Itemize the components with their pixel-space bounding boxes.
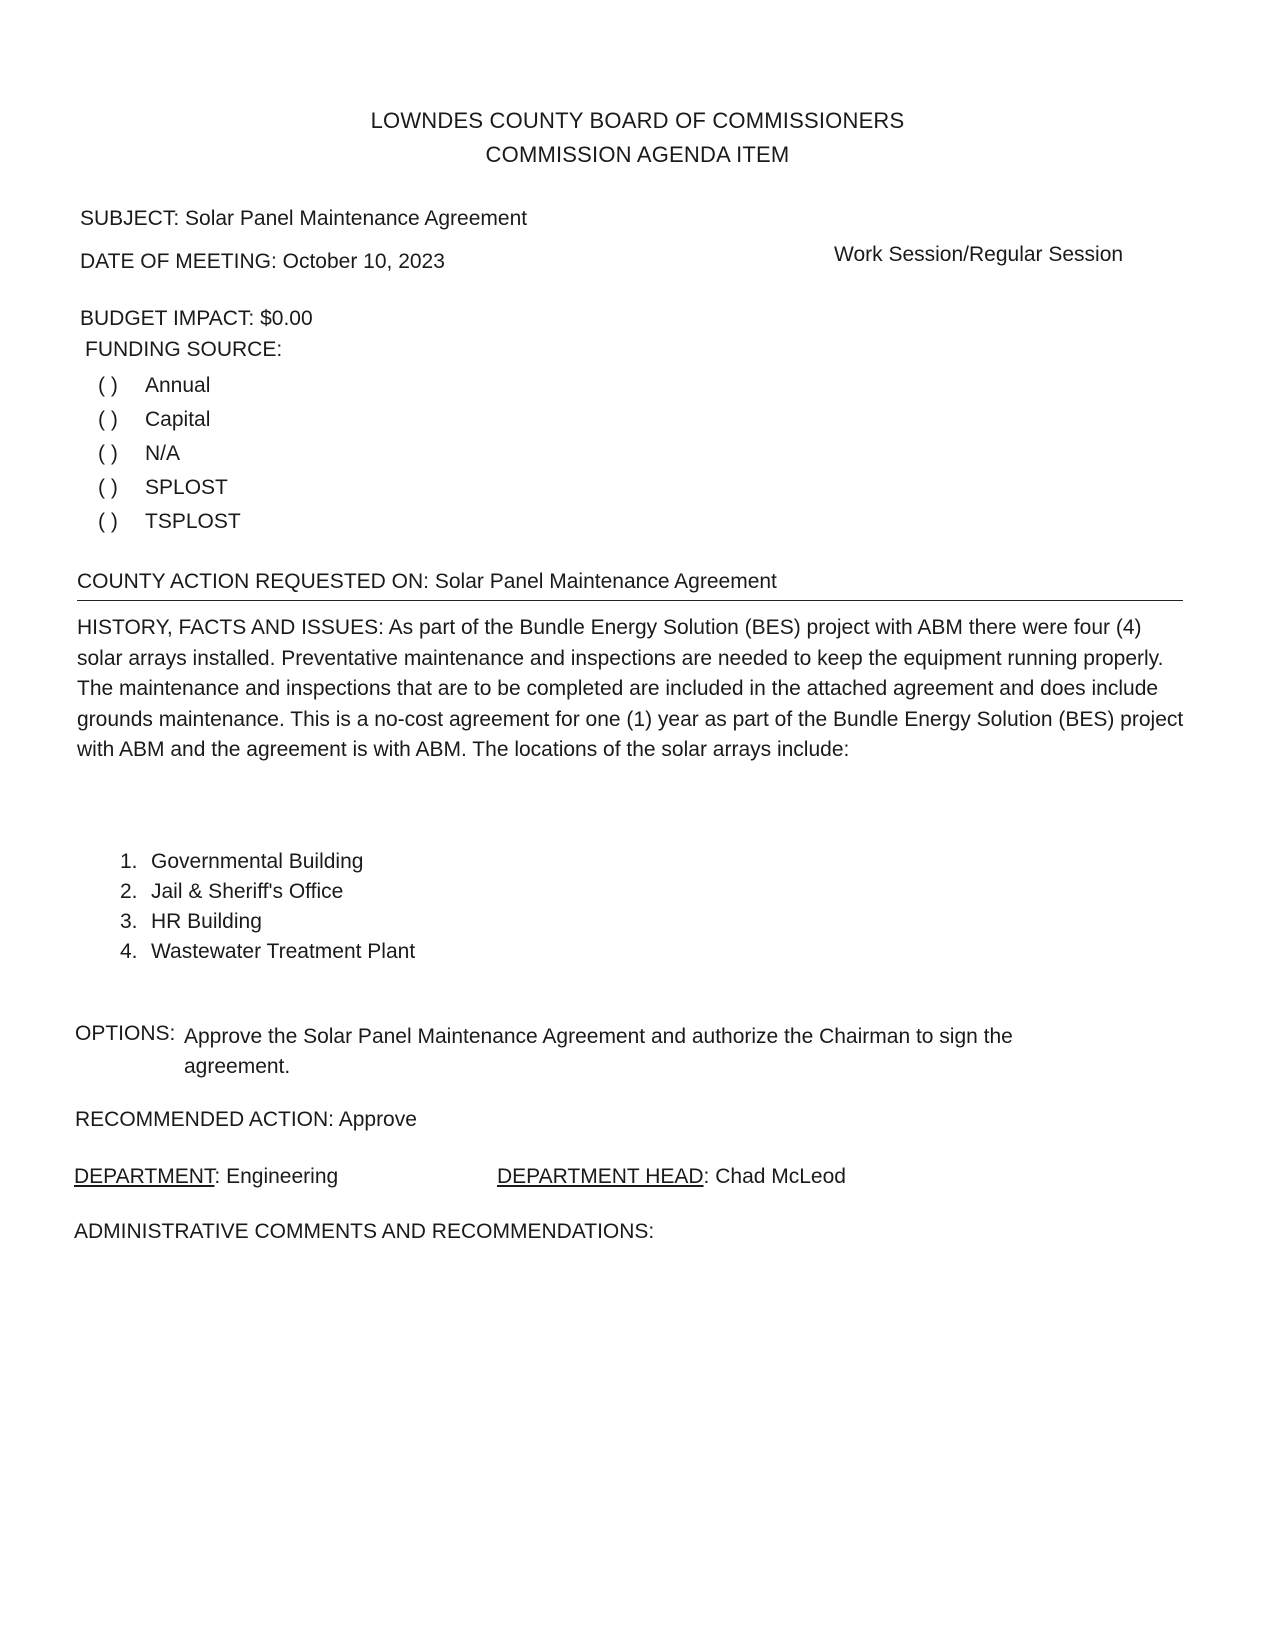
recommended-value: Approve	[338, 1108, 417, 1131]
section-divider	[77, 600, 1183, 601]
recommended-label: RECOMMENDED ACTION:	[75, 1108, 335, 1131]
header-line-2: COMMISSION AGENDA ITEM	[485, 142, 790, 167]
department-row: DEPARTMENT: Engineering	[74, 1165, 339, 1188]
history-paragraph	[77, 613, 1187, 766]
list-item-text: Governmental Building	[151, 850, 364, 873]
admin-comments-label: ADMINISTRATIVE COMMENTS AND RECOMMENDATIONS:	[74, 1220, 655, 1243]
meeting-date-row	[80, 250, 445, 274]
budget-value: $0.00	[260, 307, 313, 330]
options-text: Approve the Solar Panel Maintenance Agreement and authorize the Chairman to sign the agreement.	[184, 1025, 1013, 1078]
recommended-row	[75, 1108, 417, 1132]
history-text: As part of the Bundle Energy Solution (BES) project with ABM there were four (4) solar arrays installed. Preventative maintenance and inspections are needed to keep the equipment running properly. The maintenance and inspections that are to be completed are included in the attached agreement and does include grounds maintenance. This is a no-cost agreement for one (1) year as part of the Bundle Energy Solution (BES) project with ABM and the agreement is with ABM. The locations of the solar arrays include:	[77, 616, 1184, 761]
list-item	[120, 940, 415, 964]
funding-option-label: TSPLOST	[145, 510, 241, 533]
list-item	[120, 910, 262, 934]
subject-row	[80, 207, 527, 231]
budget-row	[80, 307, 313, 331]
list-item	[120, 880, 343, 904]
list-item-text: Wastewater Treatment Plant	[151, 940, 416, 963]
department-head-row: DEPARTMENT HEAD: Chad McLeod	[497, 1165, 846, 1188]
department-label: DEPARTMENT	[74, 1165, 215, 1188]
action-requested-label: COUNTY ACTION REQUESTED ON:	[77, 570, 429, 593]
list-item-text: Jail & Sheriff's Office	[151, 880, 344, 903]
funding-option-label: N/A	[145, 442, 181, 465]
checkbox-parens: ( )	[98, 476, 118, 499]
list-item-number: 3.	[120, 910, 138, 933]
action-requested-value: Solar Panel Maintenance Agreement	[434, 570, 777, 593]
checkbox-parens: ( )	[98, 374, 118, 397]
list-item-number: 4.	[120, 940, 138, 963]
funding-option-label: SPLOST	[145, 476, 228, 499]
options-label: OPTIONS:	[75, 1022, 176, 1045]
checkbox-parens: ( )	[98, 408, 118, 431]
action-requested-row	[77, 570, 777, 594]
list-item	[120, 850, 363, 874]
list-item-number: 1.	[120, 850, 138, 873]
budget-label: BUDGET IMPACT:	[80, 307, 255, 330]
funding-option-label: Annual	[145, 374, 211, 397]
department-value: Engineering	[226, 1165, 339, 1188]
funding-option-label: Capital	[145, 408, 211, 431]
checkbox-parens: ( )	[98, 510, 118, 533]
checkbox-parens: ( )	[98, 442, 118, 465]
list-item-text: HR Building	[151, 910, 262, 933]
subject-value: Solar Panel Maintenance Agreement	[185, 207, 528, 230]
subject-label: SUBJECT:	[80, 207, 180, 230]
meeting-date-label: DATE OF MEETING:	[80, 250, 277, 273]
history-label: HISTORY, FACTS AND ISSUES:	[77, 616, 384, 639]
meeting-date-value: October 10, 2023	[282, 250, 445, 273]
header-line-1: LOWNDES COUNTY BOARD OF COMMISSIONERS	[370, 108, 905, 133]
list-item-number: 2.	[120, 880, 138, 903]
session-type: Work Session/Regular Session	[834, 243, 1124, 266]
department-head-value: Chad McLeod	[715, 1165, 846, 1188]
funding-source-label: FUNDING SOURCE:	[85, 338, 283, 361]
department-head-label: DEPARTMENT HEAD	[497, 1165, 704, 1188]
